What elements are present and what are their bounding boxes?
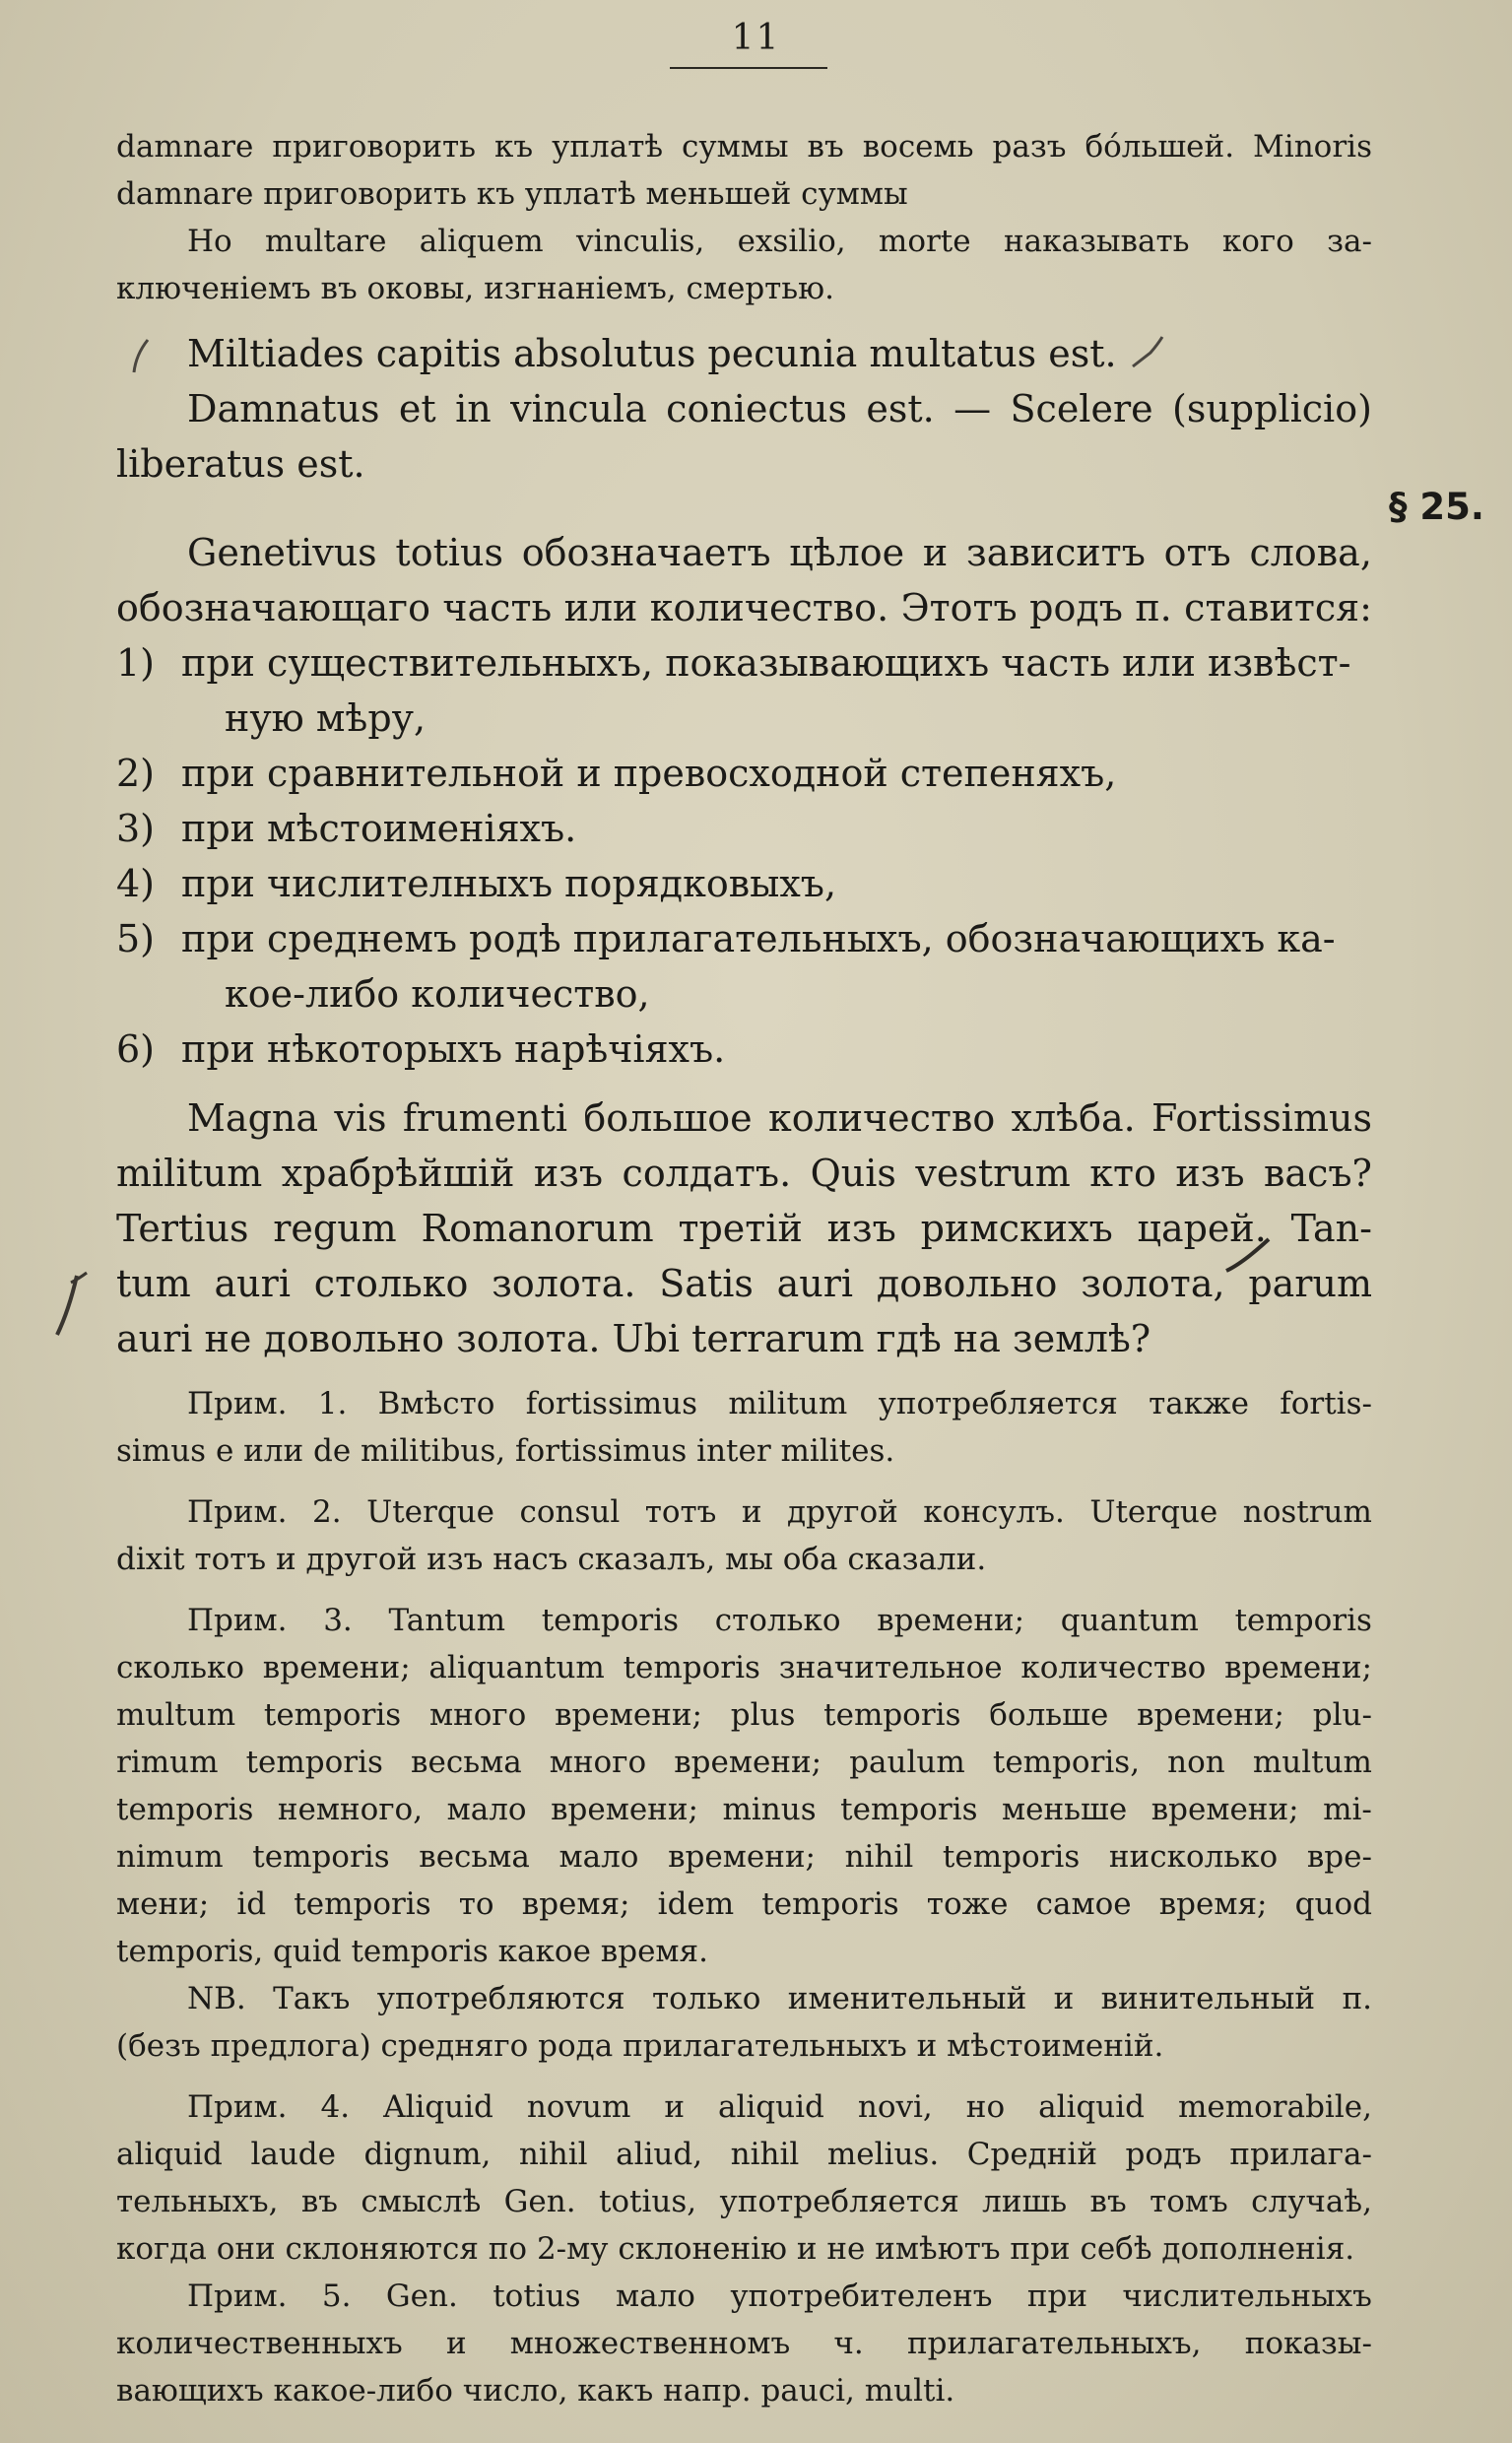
word: —	[953, 387, 992, 430]
word: morte	[878, 224, 971, 259]
word: обозначающаго	[116, 586, 430, 629]
word: но	[965, 2089, 1006, 2125]
section-25-intro	[116, 525, 1372, 635]
word: времени;	[877, 1603, 1025, 1638]
word: 1.	[317, 1386, 348, 1421]
word: fortis-	[1280, 1386, 1372, 1421]
word: temporis	[823, 1697, 961, 1733]
word: разъ	[992, 129, 1067, 165]
word: nimum	[116, 1839, 224, 1875]
word: Tan-	[1290, 1207, 1372, 1250]
word: frumenti	[402, 1096, 567, 1140]
word: въ	[807, 129, 844, 165]
word: Gen.	[503, 2184, 576, 2219]
text-line	[116, 2131, 1372, 2178]
word: кто	[1089, 1152, 1156, 1195]
word: Damnatus	[187, 387, 380, 430]
word: хлѣба.	[1011, 1096, 1136, 1140]
word: rimum	[116, 1745, 219, 1780]
word: temporis	[840, 1792, 978, 1827]
word: multum	[1252, 1745, 1372, 1780]
word: времени;	[555, 1697, 702, 1733]
word: зависитъ	[965, 531, 1146, 574]
word: употребителенъ	[730, 2278, 993, 2314]
word: прилагательныхъ,	[906, 2326, 1202, 2361]
text-line	[116, 2320, 1372, 2367]
word: смыслѣ	[361, 2184, 482, 2219]
word: temporis	[623, 1650, 760, 1685]
word: прилага-	[1229, 2137, 1372, 2172]
word: Прим.	[187, 1603, 288, 1638]
text-line: (безъ предлога) средняго рода прилагательныхъ и мѣстоименiй.	[116, 2028, 1164, 2064]
word: totius,	[598, 2184, 697, 2219]
word: quantum	[1060, 1603, 1199, 1638]
word: мени;	[116, 1886, 210, 1922]
word: восемь	[862, 129, 974, 165]
word: то	[458, 1886, 494, 1922]
word: damnare	[116, 129, 254, 165]
word: числительныхъ	[1122, 2278, 1372, 2314]
word: nihil	[844, 1839, 914, 1875]
word: значительное	[778, 1650, 1003, 1685]
word: Tertius	[116, 1207, 249, 1250]
word: часть	[442, 586, 553, 629]
word: Прим.	[187, 1494, 288, 1530]
word: п.	[1342, 1981, 1372, 2016]
text-line	[116, 1256, 1372, 1311]
word: золота.	[492, 1262, 636, 1305]
text-line	[116, 1881, 1372, 1928]
word: non	[1167, 1745, 1225, 1780]
word: въ	[1089, 2184, 1127, 2219]
page-number: 11	[731, 18, 781, 58]
word: parum	[1248, 1262, 1372, 1305]
word: къ	[494, 129, 534, 165]
text-line	[116, 1146, 1372, 1201]
word: также	[1149, 1386, 1249, 1421]
list-text-cont: кое-либо количество,	[225, 972, 650, 1016]
word: temporis	[294, 1886, 431, 1922]
word: большое	[583, 1096, 753, 1140]
word: Fortissimus	[1151, 1096, 1372, 1140]
word: Но	[187, 224, 232, 259]
word: при	[1026, 2278, 1088, 2314]
list-item	[116, 801, 1372, 856]
word: temporis	[541, 1603, 680, 1638]
list-number: 6)	[116, 1027, 156, 1071]
word: мало	[615, 2278, 695, 2314]
word: бо́льшей.	[1085, 129, 1235, 165]
word: paulum	[849, 1745, 965, 1780]
word: temporis,	[992, 1745, 1141, 1780]
word: тотъ	[644, 1494, 717, 1530]
note-nb	[116, 1975, 1372, 2070]
text-line	[116, 525, 1372, 580]
text-line	[116, 580, 1372, 635]
word: случаѣ,	[1251, 2184, 1372, 2219]
text-line	[116, 2178, 1372, 2225]
text-line	[116, 1833, 1372, 1881]
pencil-mark-margin	[57, 1276, 77, 1335]
word: тоже	[926, 1886, 1009, 1922]
paragraph-damnare	[116, 123, 1372, 312]
word: мало	[559, 1839, 639, 1875]
text-line: dixit тотъ и другой изъ насъ сказалъ, мы оба сказали.	[116, 1542, 987, 1577]
word: plu-	[1312, 1697, 1372, 1733]
word: римскихъ	[920, 1207, 1113, 1250]
word: quod	[1294, 1886, 1372, 1922]
word: Quis	[810, 1152, 896, 1195]
text-line	[116, 1488, 1372, 1536]
paragraph-examples-miltiades	[116, 326, 1372, 492]
word: novi,	[857, 2089, 933, 2125]
word: militum	[116, 1152, 263, 1195]
word: время;	[1158, 1886, 1268, 1922]
word: Minoris	[1253, 129, 1372, 165]
word: столько	[714, 1603, 841, 1638]
word: aliquid	[1038, 2089, 1145, 2125]
text-line	[116, 1201, 1372, 1256]
word: сколько	[116, 1650, 245, 1685]
word: fortissimus	[525, 1386, 698, 1421]
word: много	[549, 1745, 647, 1780]
page-body	[116, 123, 1372, 2414]
word: 5.	[321, 2278, 352, 2314]
word: temporis	[1234, 1603, 1372, 1638]
word: Uterque	[1089, 1494, 1218, 1530]
word: multare	[265, 224, 387, 259]
word: винительный	[1100, 1981, 1316, 2016]
word: употребляются	[376, 1981, 625, 2016]
word: auri	[776, 1262, 854, 1305]
word: уплатѣ	[552, 129, 664, 165]
word: nostrum	[1242, 1494, 1372, 1530]
list-text: при мѣстоименiяхъ.	[181, 807, 577, 850]
word: temporis	[116, 1792, 254, 1827]
word: времени;	[262, 1650, 411, 1685]
word: 4.	[320, 2089, 351, 2125]
word: кого	[1221, 224, 1294, 259]
text-line: ключенiемъ въ оковы, изгнанiемъ, смертью.	[116, 271, 835, 306]
word: больше	[989, 1697, 1109, 1733]
text-line	[116, 1644, 1372, 1691]
section-marker: § 25.	[1389, 486, 1484, 528]
text-line: simus e или de militibus, fortissimus inter milites.	[116, 1433, 895, 1469]
list-number: 4)	[116, 862, 156, 905]
text-line	[116, 1380, 1372, 1427]
list-text: при среднемъ родѣ прилагательныхъ, обозначающихъ ка-	[181, 917, 1336, 960]
word: слова,	[1249, 531, 1372, 574]
text-line	[116, 1691, 1372, 1739]
list-item	[116, 856, 1372, 911]
word: temporis	[245, 1745, 383, 1780]
word: vis	[334, 1096, 387, 1140]
word: показы-	[1244, 2326, 1372, 2361]
word: золота,	[1081, 1262, 1225, 1305]
word: Tantum	[388, 1603, 506, 1638]
word: minus	[722, 1792, 817, 1827]
text-line	[116, 2273, 1372, 2320]
word: вре-	[1306, 1839, 1372, 1875]
text-line	[116, 1739, 1372, 1786]
word: mi-	[1323, 1792, 1372, 1827]
word: въ	[300, 2184, 339, 2219]
word: консулъ.	[923, 1494, 1065, 1530]
word: довольно	[876, 1262, 1058, 1305]
word: количество	[1020, 1650, 1207, 1685]
word: весьма	[411, 1745, 522, 1780]
word: именительный	[787, 1981, 1027, 2016]
word: exsilio,	[737, 224, 846, 259]
word: времени;	[551, 1792, 698, 1827]
word: Aliquid	[383, 2089, 493, 2125]
word: aliquid	[718, 2089, 824, 2125]
list-text: при существительныхъ, показывающихъ часть или извѣст-	[181, 641, 1351, 685]
word: п.	[1135, 586, 1172, 629]
note-5	[116, 2273, 1372, 2414]
word: temporis	[761, 1886, 899, 1922]
text-line: auri не довольно золота. Ubi terrarum гдѣ на землѣ?	[116, 1317, 1151, 1360]
word: (supplicio)	[1172, 387, 1372, 430]
word: Прим.	[187, 2089, 288, 2125]
word: Satis	[659, 1262, 754, 1305]
word: цѣлое	[789, 531, 905, 574]
word: только	[651, 1981, 761, 2016]
pencil-mark-margin-tick	[71, 1273, 87, 1283]
word: времени;	[1150, 1792, 1299, 1827]
word: и	[1053, 1981, 1075, 2016]
word: Uterque	[366, 1494, 494, 1530]
word: количественныхъ	[116, 2326, 403, 2361]
text-line	[116, 1975, 1372, 2022]
list-item	[116, 1022, 1372, 1077]
word: totius	[395, 531, 503, 574]
text-line: temporis, quid temporis какое время.	[116, 1934, 708, 1969]
word: Такъ	[273, 1981, 351, 2016]
word: laude	[250, 2137, 336, 2172]
word: лишь	[982, 2184, 1068, 2219]
word: васъ?	[1264, 1152, 1372, 1195]
word: времени;	[674, 1745, 822, 1780]
word: 2.	[312, 1494, 342, 1530]
text-line	[116, 1090, 1372, 1146]
word: est.	[866, 387, 935, 430]
word: весьма	[419, 1839, 530, 1875]
text-line: damnare приговорить къ уплатѣ меньшей суммы	[116, 176, 908, 212]
list-text: при числителныхъ порядковыхъ,	[181, 862, 837, 905]
list-number: 3)	[116, 807, 156, 850]
word: Среднiй	[966, 2137, 1097, 2172]
text-line	[116, 1597, 1372, 1644]
word: меньше	[1002, 1792, 1128, 1827]
text-line: когда они склоняются по 2-му склоненiю и не имѣютъ при себѣ дополненiя.	[116, 2231, 1355, 2267]
word: Genetivus	[187, 531, 377, 574]
text-line	[116, 381, 1372, 436]
text-line	[116, 1786, 1372, 1833]
word: употребляется	[878, 1386, 1118, 1421]
note-2	[116, 1488, 1372, 1583]
word: temporis	[252, 1839, 390, 1875]
word: много	[428, 1697, 527, 1733]
word: temporis	[942, 1839, 1081, 1875]
list-text-cont: ную мѣру,	[225, 696, 427, 740]
word: приговорить	[272, 129, 477, 165]
word: родъ	[1029, 586, 1123, 629]
word: plus	[730, 1697, 796, 1733]
word: множественномъ	[509, 2326, 791, 2361]
text-line: Miltiades capitis absolutus pecunia multatus est.	[187, 332, 1117, 375]
word: время;	[521, 1886, 630, 1922]
word: memorabile,	[1177, 2089, 1372, 2125]
word: другой	[787, 1494, 898, 1530]
word: aliquem	[419, 224, 544, 259]
word: melius.	[826, 2137, 940, 2172]
word: солдатъ.	[622, 1152, 792, 1195]
word: Прим.	[187, 1386, 288, 1421]
list-number: 5)	[116, 917, 156, 960]
text-line	[116, 123, 1372, 170]
word: изъ	[1175, 1152, 1245, 1195]
word: vestrum	[915, 1152, 1071, 1195]
word: храбрѣйшiй	[281, 1152, 515, 1195]
list-item	[116, 746, 1372, 801]
word: изъ	[533, 1152, 604, 1195]
word: temporis	[263, 1697, 402, 1733]
text-line: liberatus est.	[116, 442, 365, 486]
word: 3.	[323, 1603, 353, 1638]
word: обозначаетъ	[521, 531, 771, 574]
list-item	[116, 635, 1372, 691]
word: мало	[446, 1792, 527, 1827]
word: in	[455, 387, 492, 430]
word: и	[922, 531, 949, 574]
word: Magna	[187, 1096, 319, 1140]
word: царей.	[1137, 1207, 1267, 1250]
word: nihil	[518, 2137, 588, 2172]
word: суммы	[682, 129, 789, 165]
word: тельныхъ,	[116, 2184, 279, 2219]
list-text: при нѣкоторыхъ нарѣчiяхъ.	[181, 1027, 726, 1071]
header-rule	[670, 67, 827, 69]
note-4	[116, 2083, 1372, 2273]
list-item	[116, 911, 1372, 966]
word: totius	[493, 2278, 581, 2314]
text-line	[116, 218, 1372, 265]
word: aliquid	[116, 2137, 223, 2172]
word: употребляется	[719, 2184, 959, 2219]
word: нисколько	[1108, 1839, 1279, 1875]
word: Этотъ	[900, 586, 1018, 629]
word: времени;	[1137, 1697, 1284, 1733]
word: за-	[1327, 224, 1372, 259]
word: самое	[1035, 1886, 1132, 1922]
word: Прим.	[187, 2278, 288, 2314]
examples-paragraph	[116, 1090, 1372, 1366]
word: Romanorum	[421, 1207, 654, 1250]
word: regum	[273, 1207, 397, 1250]
word: родъ	[1125, 2137, 1202, 2172]
word: id	[236, 1886, 267, 1922]
word: времени;	[668, 1839, 816, 1875]
usage-list	[116, 635, 1372, 1077]
word: militum	[728, 1386, 848, 1421]
word: nihil	[730, 2137, 800, 2172]
word: отъ	[1163, 531, 1231, 574]
word: ставится:	[1184, 586, 1372, 629]
word: немного,	[277, 1792, 424, 1827]
word: multum	[116, 1697, 236, 1733]
word: количество	[767, 1096, 996, 1140]
word: или	[563, 586, 638, 629]
word: consul	[519, 1494, 621, 1530]
word: NB.	[187, 1981, 246, 2016]
text-line	[116, 2083, 1372, 2131]
word: aliquantum	[428, 1650, 605, 1685]
word: Вмѣсто	[377, 1386, 495, 1421]
word: vincula	[510, 387, 647, 430]
list-text: при сравнительной и превосходной степеняхъ,	[181, 752, 1117, 795]
word: et	[398, 387, 436, 430]
word: aliud,	[616, 2137, 703, 2172]
word: изъ	[826, 1207, 896, 1250]
word: наказывать	[1003, 224, 1190, 259]
word: dignum,	[363, 2137, 492, 2172]
word: novum	[526, 2089, 631, 2125]
word: столько	[313, 1262, 469, 1305]
word: Scelere	[1010, 387, 1153, 430]
list-number: 2)	[116, 752, 156, 795]
list-number: 1)	[116, 641, 156, 685]
word: времени;	[1224, 1650, 1372, 1685]
note-3	[116, 1597, 1372, 1975]
word: и	[664, 2089, 686, 2125]
word: томъ	[1150, 2184, 1228, 2219]
note-1	[116, 1380, 1372, 1475]
word: tum	[116, 1262, 191, 1305]
word: idem	[657, 1886, 735, 1922]
word: coniectus	[666, 387, 847, 430]
word: и	[741, 1494, 762, 1530]
word: и	[445, 2326, 467, 2361]
word: auri	[214, 1262, 291, 1305]
word: vinculis,	[575, 224, 705, 259]
word: количество.	[649, 586, 889, 629]
word: ч.	[833, 2326, 864, 2361]
word: Gen.	[385, 2278, 458, 2314]
word: третiй	[678, 1207, 803, 1250]
text-line: вающихъ какое-либо число, какъ напр. pauci, multi.	[116, 2373, 955, 2409]
